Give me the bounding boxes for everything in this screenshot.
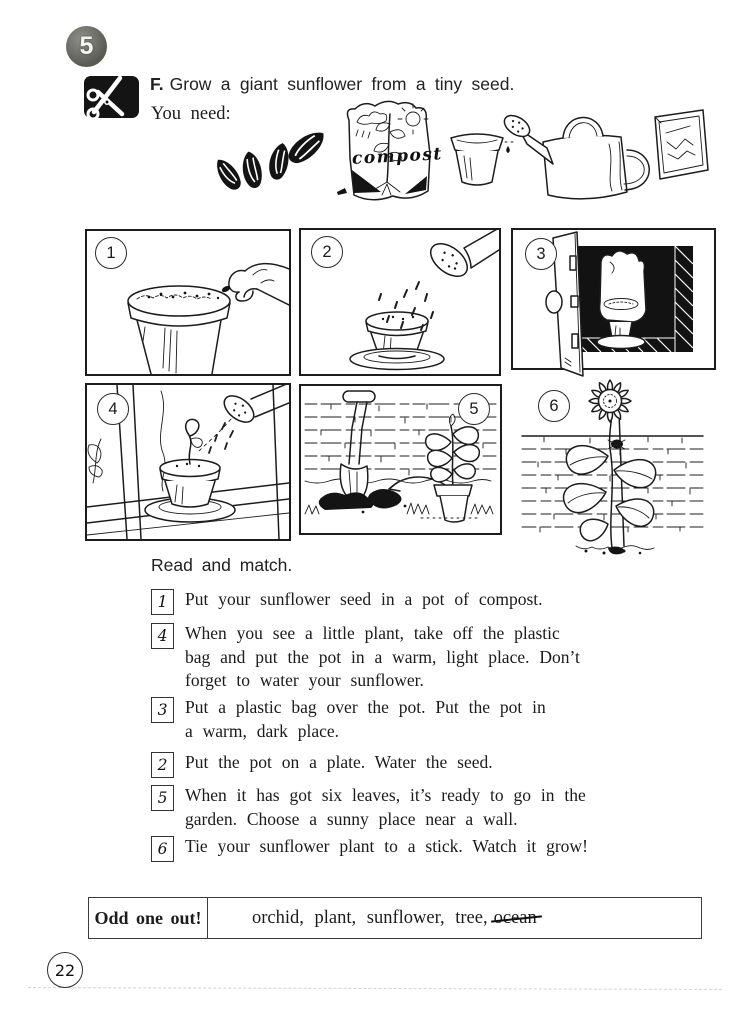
line: forget to water your sunflower. (185, 670, 424, 690)
panel-2 (299, 228, 501, 376)
panel-3-number: 3 (525, 238, 557, 270)
sunflower-seeds-illustration (210, 125, 329, 193)
match-item-4-text (185, 751, 710, 775)
flower-pot-illustration (451, 134, 513, 185)
answer-box-1[interactable]: 1 (151, 589, 174, 615)
answer-box-6[interactable]: 6 (151, 836, 174, 862)
compost-label: compost (351, 144, 444, 169)
panel-3 (511, 228, 716, 370)
answer-box-5[interactable]: 5 (151, 785, 174, 811)
line: Put a plastic bag over the pot. Put the pot in (185, 697, 546, 717)
answer-box-4[interactable]: 2 (151, 752, 174, 778)
watering-can-illustration (501, 111, 650, 199)
compost-bag-illustration (337, 101, 443, 199)
match-item-1 (151, 588, 710, 615)
panel-6-number: 6 (538, 390, 570, 422)
odd-one-out-crossed-word[interactable]: ocean (493, 907, 537, 928)
answer-box-2[interactable]: 4 (151, 623, 174, 649)
odd-one-out-intact-words: orchid, plant, sunflower, tree, (252, 907, 488, 928)
match-item-4 (151, 751, 710, 778)
odd-one-out-box (88, 897, 702, 939)
match-item-1-text (185, 588, 710, 612)
line: bag and put the pot in a warm, light place. Don’t (185, 646, 580, 667)
match-item-3 (151, 696, 710, 743)
match-item-2-text (185, 622, 710, 693)
panel-1 (85, 229, 291, 376)
match-item-6-text (185, 835, 710, 859)
panel-4 (85, 383, 291, 541)
match-item-6 (151, 835, 710, 862)
line: Put your sunflower seed in a pot of compost. (185, 589, 543, 609)
odd-one-out-label: Odd one out! (89, 898, 208, 938)
scissors-icon (84, 76, 139, 118)
task-title (150, 74, 720, 95)
match-item-2 (151, 622, 710, 693)
seed-packet-illustration (655, 110, 708, 179)
panel-5 (299, 384, 502, 535)
task-letter: F. (150, 74, 164, 94)
line: Put the pot on a plate. Water the seed. (185, 752, 493, 772)
match-item-5 (151, 784, 710, 831)
page-edge-scan-line (28, 987, 722, 990)
panel-4-number: 4 (97, 393, 129, 425)
unit-number-badge: 5 (66, 26, 107, 67)
panel-1-number: 1 (95, 237, 127, 269)
line: When you see a little plant, take off the plastic (185, 623, 560, 643)
line: garden. Choose a sunny place near a wall. (185, 808, 518, 829)
page-number: 22 (47, 952, 83, 988)
answer-box-3[interactable]: 3 (151, 697, 174, 723)
match-item-3-text (185, 696, 710, 743)
line: a warm, dark place. (185, 720, 339, 741)
match-item-5-text (185, 784, 710, 831)
read-and-match-heading: Read and match. (151, 555, 293, 575)
task-title-text: Grow a giant sunflower from a tiny seed. (169, 74, 515, 94)
panel-5-number: 5 (458, 393, 490, 425)
materials-illustration (203, 96, 715, 212)
odd-one-out-words (208, 898, 701, 938)
you-need-label: You need: (151, 104, 231, 124)
line: When it has got six leaves, it’s ready to go in the (185, 785, 586, 805)
panel-2-number: 2 (311, 236, 343, 268)
line: Tie your sunflower plant to a stick. Watch it grow! (185, 836, 588, 856)
